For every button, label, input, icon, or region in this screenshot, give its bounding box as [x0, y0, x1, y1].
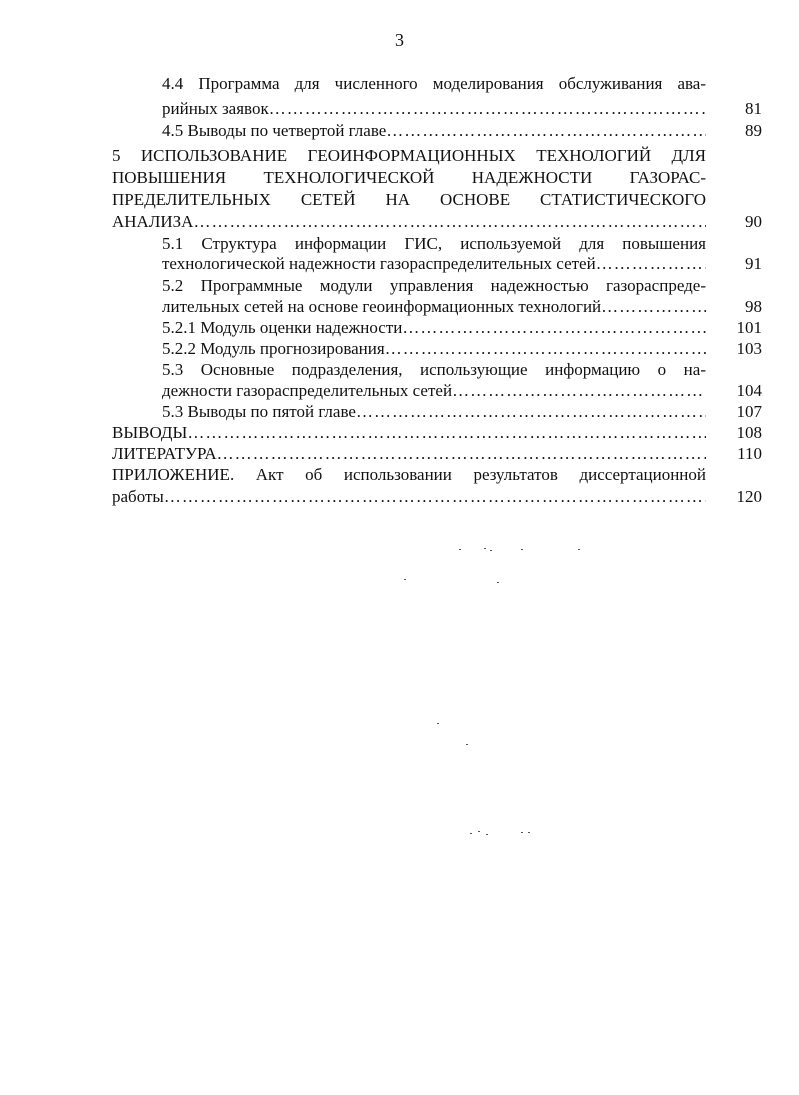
toc-entry-5-2-2 — [162, 338, 706, 360]
scan-speck — [466, 744, 468, 745]
scan-speck — [528, 832, 530, 833]
scan-speck — [521, 549, 523, 550]
leader-dots — [269, 98, 706, 120]
toc-chapter-5-line-2: ПОВЫШЕНИЯ ТЕХНОЛОГИЧЕСКОЙ НАДЕЖНОСТИ ГАЗОРАС- — [112, 168, 706, 187]
toc-page-5-2-1: 101 — [736, 318, 762, 337]
leader-dots — [386, 120, 706, 142]
toc-conclusions — [112, 422, 706, 444]
scan-speck — [486, 834, 488, 835]
toc-page-5-2-2: 103 — [736, 339, 762, 358]
scan-speck — [459, 549, 461, 550]
toc-page-5: 90 — [745, 212, 762, 231]
toc-entry-5-2 — [162, 296, 706, 318]
scan-speck — [521, 832, 523, 833]
toc-page-4-4: 81 — [745, 99, 762, 118]
toc-chapter-5-line-4: АНАЛИЗА — [112, 212, 194, 231]
toc-entry-4-4-line-1: 4.4 Программа для численного моделирования обслуживания ава- — [162, 74, 706, 93]
toc-entry-5-1 — [162, 253, 706, 275]
leader-dots — [193, 211, 706, 233]
toc-page-appendix: 120 — [736, 487, 762, 506]
toc-entry-5-3-line-2: дежности газораспределительных сетей — [162, 381, 453, 400]
toc-appendix-line-1: ПРИЛОЖЕНИЕ. Акт об использовании результатов диссертационной — [112, 465, 706, 484]
toc-entry-5-2-2-title: 5.2.2 Модуль прогнозирования — [162, 339, 385, 358]
toc-entry-5-2-line-1: 5.2 Программные модули управления надежностью газораспреде- — [162, 276, 706, 295]
toc-page-5-1: 91 — [745, 254, 762, 273]
leader-dots — [601, 296, 706, 318]
toc-page-5-3: 104 — [736, 381, 762, 400]
toc-entry-5-1-line-1: 5.1 Структура информации ГИС, используемой для повышения — [162, 234, 706, 253]
toc-entry-4-5 — [162, 120, 706, 142]
toc-entry-5-3-line-1: 5.3 Основные подразделения, использующие информацию о на- — [162, 360, 706, 379]
toc-entry-5-2-1 — [162, 317, 706, 339]
scan-speck — [404, 579, 406, 580]
toc-entry-5-3-conclusions-title: 5.3 Выводы по пятой главе — [162, 402, 356, 421]
toc-entry-4-5-title: 4.5 Выводы по четвертой главе — [162, 121, 387, 140]
toc-appendix — [112, 486, 706, 508]
leader-dots — [164, 486, 706, 508]
page-number: 3 — [395, 30, 404, 50]
scan-speck — [497, 582, 499, 583]
toc-conclusions-title: ВЫВОДЫ — [112, 423, 188, 442]
toc-page-conclusions: 108 — [736, 423, 762, 442]
toc-chapter-5 — [112, 211, 706, 233]
leader-dots — [385, 338, 706, 360]
leader-dots — [596, 253, 706, 275]
toc-page-5-3-conclusions: 107 — [736, 402, 762, 421]
leader-dots — [217, 443, 706, 465]
scan-speck — [437, 723, 439, 724]
leader-dots — [356, 401, 706, 423]
toc-chapter-5-line-3: ПРЕДЕЛИТЕЛЬНЫХ СЕТЕЙ НА ОСНОВЕ СТАТИСТИЧЕСКОГО — [112, 190, 706, 209]
toc-page-5-2: 98 — [745, 297, 762, 316]
leader-dots — [452, 380, 706, 402]
toc-entry-4-4 — [162, 98, 706, 120]
toc-page-literature: 110 — [737, 444, 762, 463]
toc-page-4-5: 89 — [745, 121, 762, 140]
scan-speck — [484, 548, 486, 549]
toc-entry-5-3-conclusions — [162, 401, 706, 423]
toc-entry-4-4-line-2: рийных заявок — [162, 99, 269, 118]
toc-entry-5-2-line-2: лительных сетей на основе геоинформационных технологий — [162, 297, 602, 316]
toc-literature-title: ЛИТЕРАТУРА — [112, 444, 217, 463]
scan-speck — [578, 549, 580, 550]
toc-literature — [112, 443, 706, 465]
toc-entry-5-2-1-title: 5.2.1 Модуль оценки надежности — [162, 318, 403, 337]
toc-entry-5-3 — [162, 380, 706, 402]
toc-chapter-5-line-1: 5 ИСПОЛЬЗОВАНИЕ ГЕОИНФОРМАЦИОННЫХ ТЕХНОЛОГИЙ ДЛЯ — [112, 146, 706, 165]
leader-dots — [402, 317, 706, 339]
toc-entry-5-1-line-2: технологической надежности газораспределительных сетей — [162, 254, 596, 273]
scan-speck — [478, 831, 480, 832]
scan-speck — [490, 550, 492, 551]
toc-appendix-line-2: работы — [112, 487, 164, 506]
leader-dots — [187, 422, 706, 444]
scan-speck — [470, 833, 472, 834]
